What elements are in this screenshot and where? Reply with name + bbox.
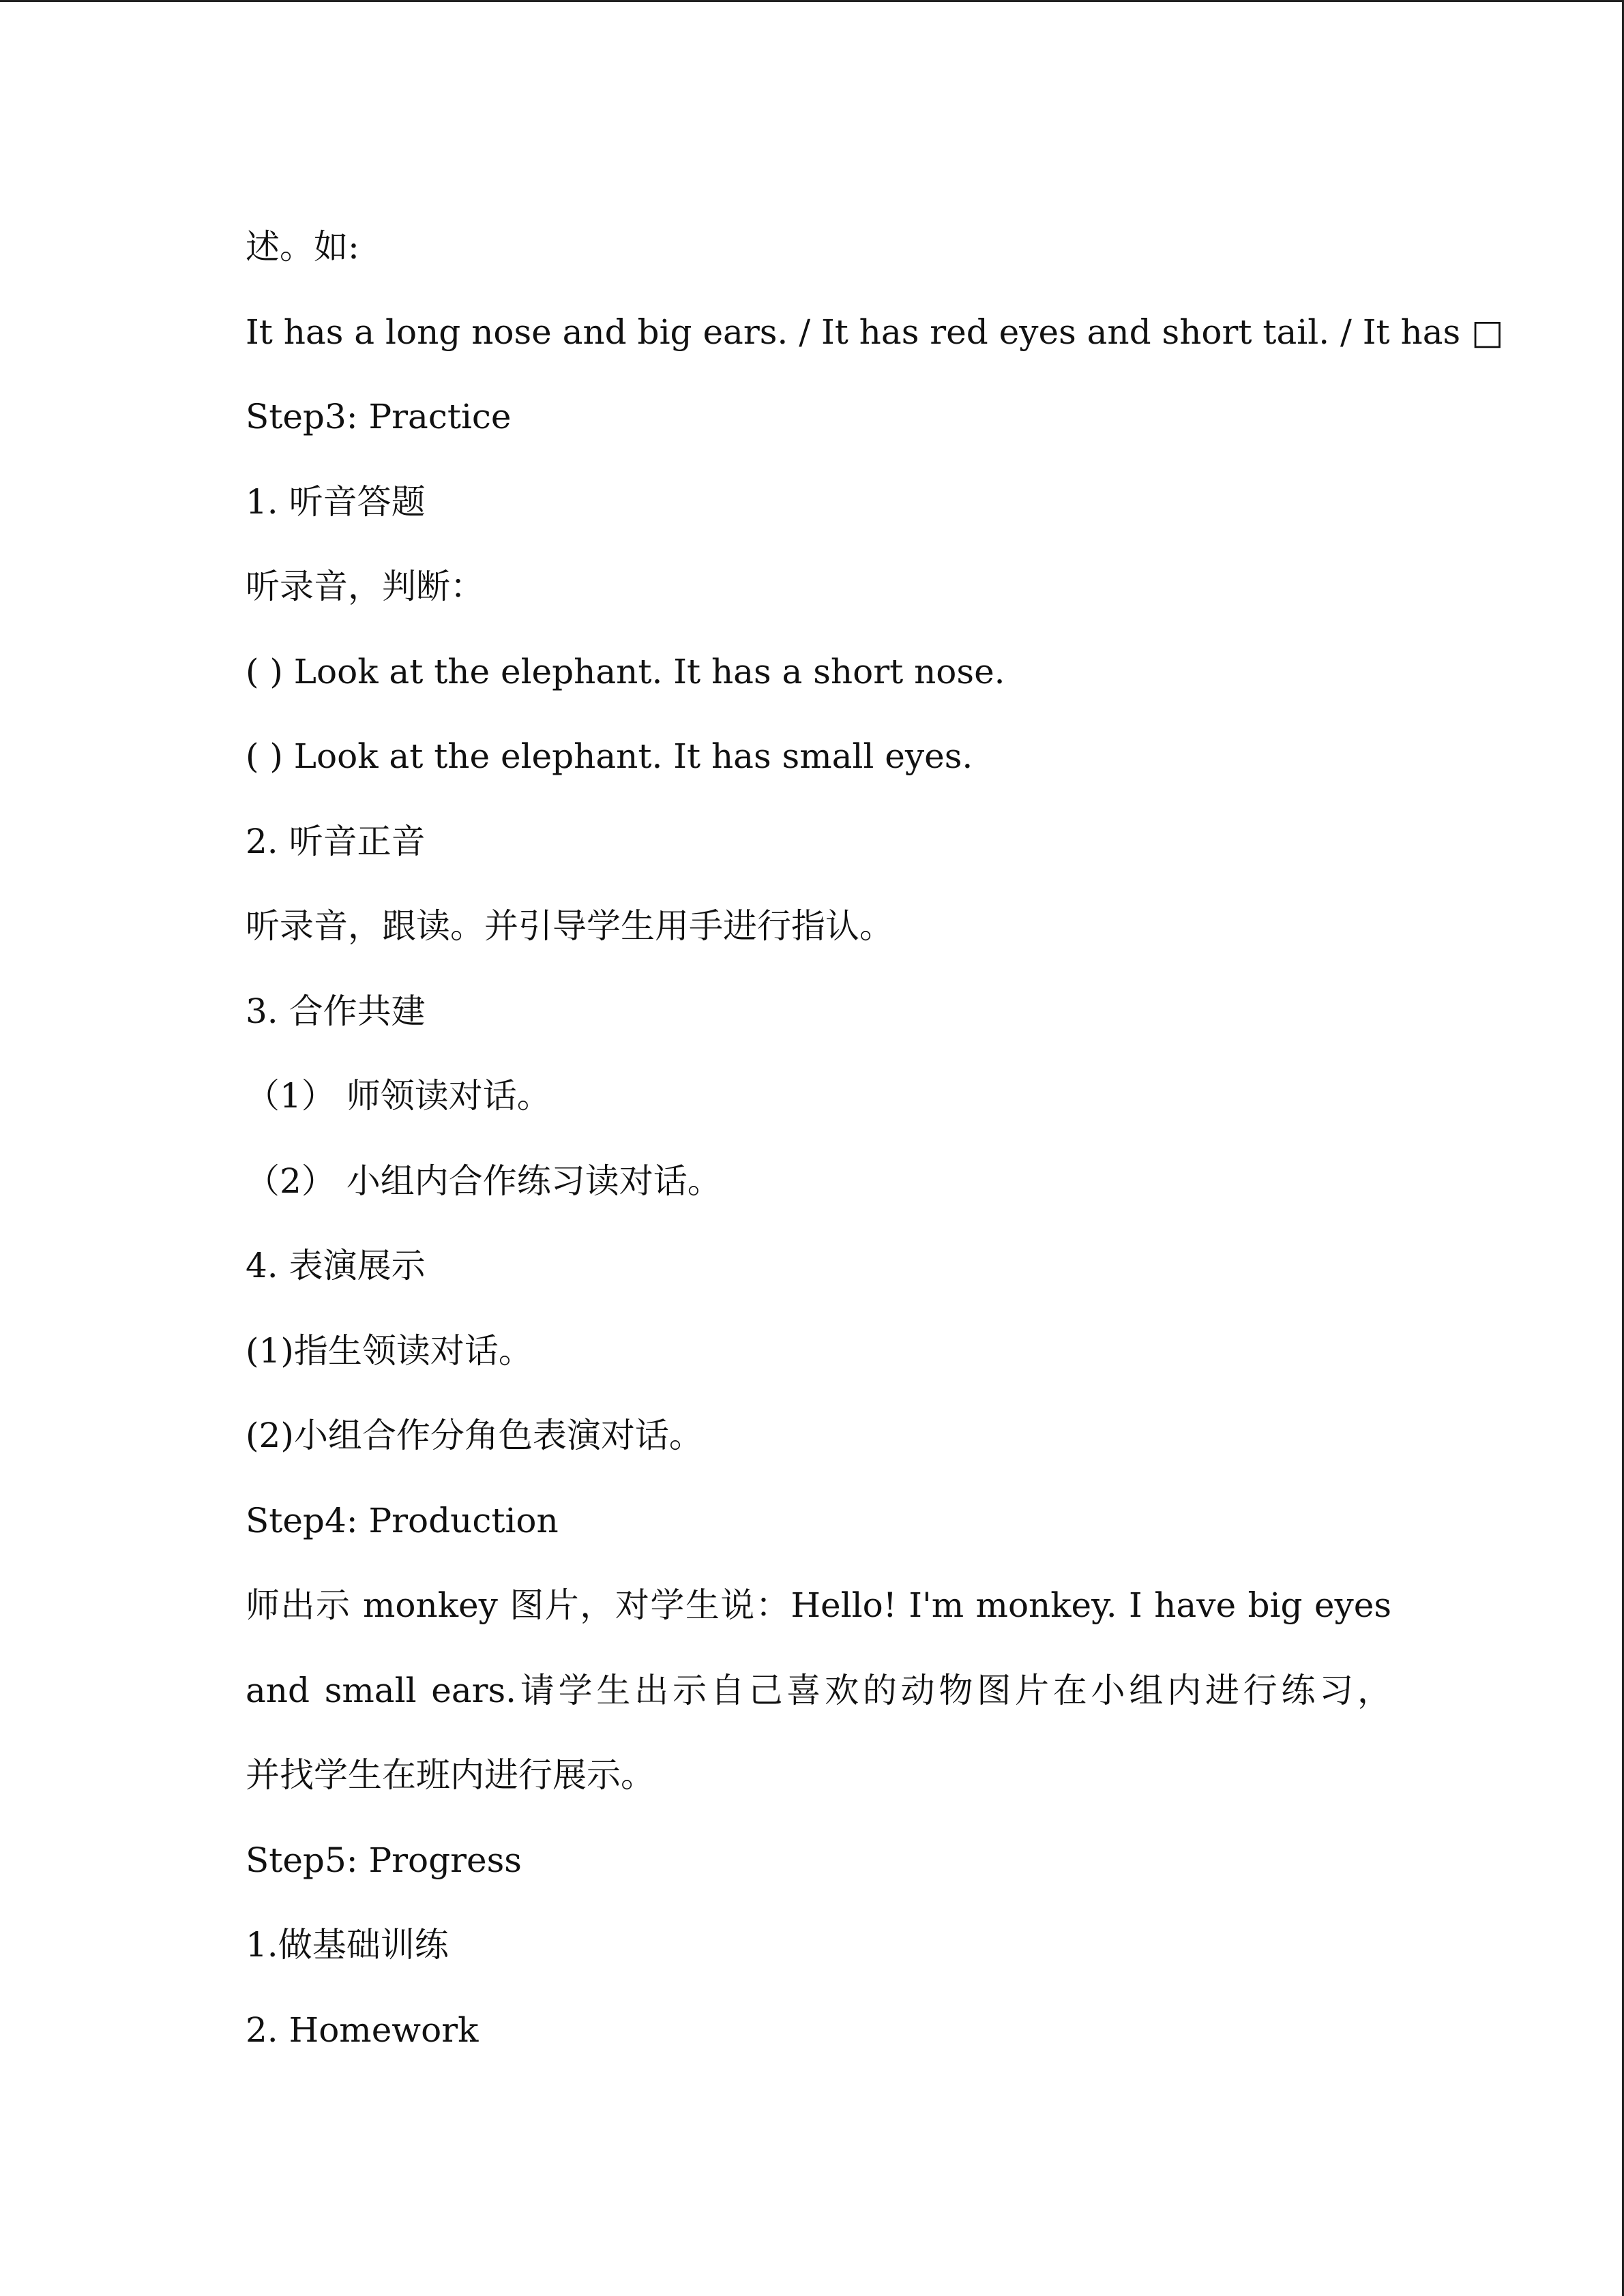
paragraph-line: 师出示 monkey 图片，对学生说：Hello! I'm monkey. I have big eyes [246, 1585, 1391, 1625]
sub-list-item: (1)指生领读对话。 [246, 1330, 533, 1371]
list-item: 2. 听音正音 [246, 821, 426, 861]
text-line: 听录音，跟读。并引导学生用手进行指认。 [246, 906, 894, 946]
document-body [246, 205, 1504, 2072]
list-item: 1.做基础训练 [246, 1925, 449, 1965]
section-heading: Step4: Production [246, 1500, 559, 1540]
section-heading: Step5: Progress [246, 1840, 522, 1880]
sub-list-item: (2)小组合作分角色表演对话。 [246, 1416, 703, 1455]
text-line: 述。如: [246, 227, 359, 267]
list-item: 1. 听音答题 [246, 481, 426, 522]
list-item: 3. 合作共建 [246, 991, 426, 1031]
list-item: 4. 表演展示 [246, 1246, 426, 1285]
paragraph-line: 并找学生在班内进行展示。 [246, 1755, 655, 1795]
sub-list-item: （2） 小组内合作练习读对话。 [246, 1161, 722, 1201]
text-line: It has a long nose and big ears. / It has red eyes and short tail. / It has □ [246, 312, 1504, 352]
text-line: 听录音，判断： [246, 567, 484, 606]
paragraph-line: and small ears.请学生出示自己喜欢的动物图片在小组内进行练习， [246, 1670, 1391, 1710]
sub-list-item: （1） 师领读对话。 [246, 1076, 551, 1116]
text-line: ( ) Look at the elephant. It has a short nose. [246, 651, 1005, 691]
text-line: ( ) Look at the elephant. It has small eyes. [246, 736, 973, 776]
list-item: 2. Homework [246, 2010, 479, 2050]
section-heading: Step3: Practice [246, 397, 512, 436]
page-border-top [0, 0, 1624, 2]
